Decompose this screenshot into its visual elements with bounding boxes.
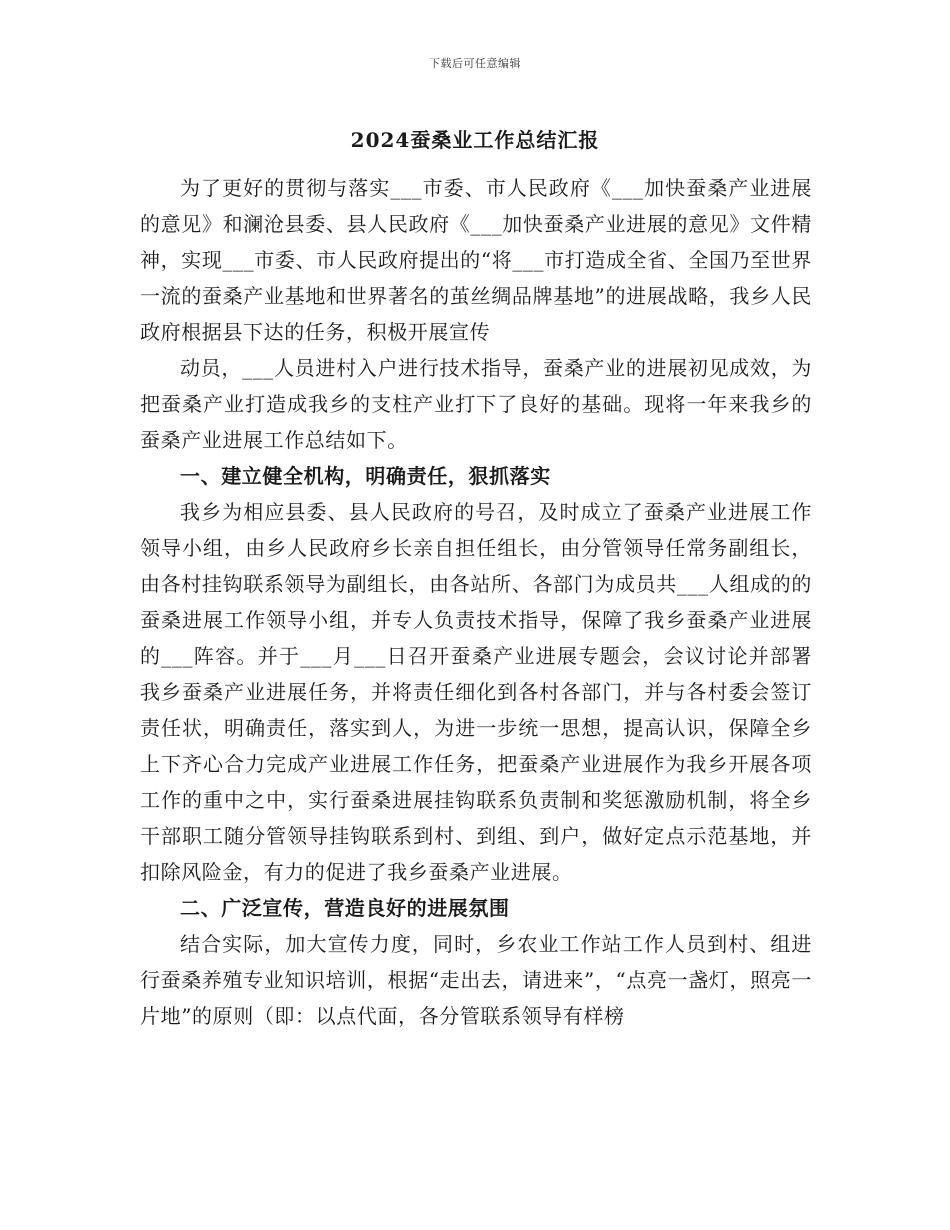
section-heading-1: 一、建立健全机构，明确责任，狠抓落实 bbox=[180, 464, 551, 488]
section-heading-2: 二、广泛宣传，营造良好的进展氛围 bbox=[180, 896, 510, 920]
paragraph-intro-continued: 动员，___人员进村入户进行技术指导，蚕桑产业的进展初见成效，为把蚕桑产业打造成我乡的支柱产业打下了良好的基础。现将一年来我乡的蚕桑产业进展工作总结如下。 bbox=[140, 356, 812, 452]
paragraph-section-2: 结合实际，加大宣传力度，同时，乡农业工作站工作人员到村、组进行蚕桑养殖专业知识培训，根据“走出去，请进来”，“点亮一盏灯，照亮一片地”的原则（即：以点代面，各分管联系领导有样榜 bbox=[140, 932, 812, 1028]
paragraph-intro: 为了更好的贯彻与落实___市委、市人民政府《___加快蚕桑产业进展的意见》和澜沧县委、县人民政府《___加快蚕桑产业进展的意见》文件精神，实现___市委、市人民政府提出的“将___市打造成全省、全国乃至世界一流的蚕桑产业基地和世界著名的茧丝绸品牌基地”的进展战略，我乡人民政府根据县下达的任务，积极开展宣传 bbox=[140, 176, 812, 344]
document-title: 2024蚕桑业工作总结汇报 bbox=[350, 128, 600, 152]
header-note: 下载后可任意编辑 bbox=[429, 57, 521, 70]
document-body bbox=[140, 170, 812, 1034]
paragraph-section-1: 我乡为相应县委、县人民政府的号召，及时成立了蚕桑产业进展工作领导小组，由乡人民政府乡长亲自担任组长，由分管领导任常务副组长，由各村挂钩联系领导为副组长，由各站所、各部门为成员共___人组成的的蚕桑进展工作领导小组，并专人负责技术指导，保障了我乡蚕桑产业进展的___阵容。并于___月___日召开蚕桑产业进展专题会，会议讨论并部署我乡蚕桑产业进展任务，并将责任细化到各村各部门，并与各村委会签订责任状，明确责任，落实到人，为进一步统一思想，提高认识，保障全乡上下齐心合力完成产业进展工作任务，把蚕桑产业进展作为我乡开展各项工作的重中之中，实行蚕桑进展挂钩联系负责制和奖惩激励机制，将全乡干部职工随分管领导挂钩联系到村、到组、到户，做好定点示范基地，并扣除风险金，有力的促进了我乡蚕桑产业进展。 bbox=[140, 500, 812, 884]
